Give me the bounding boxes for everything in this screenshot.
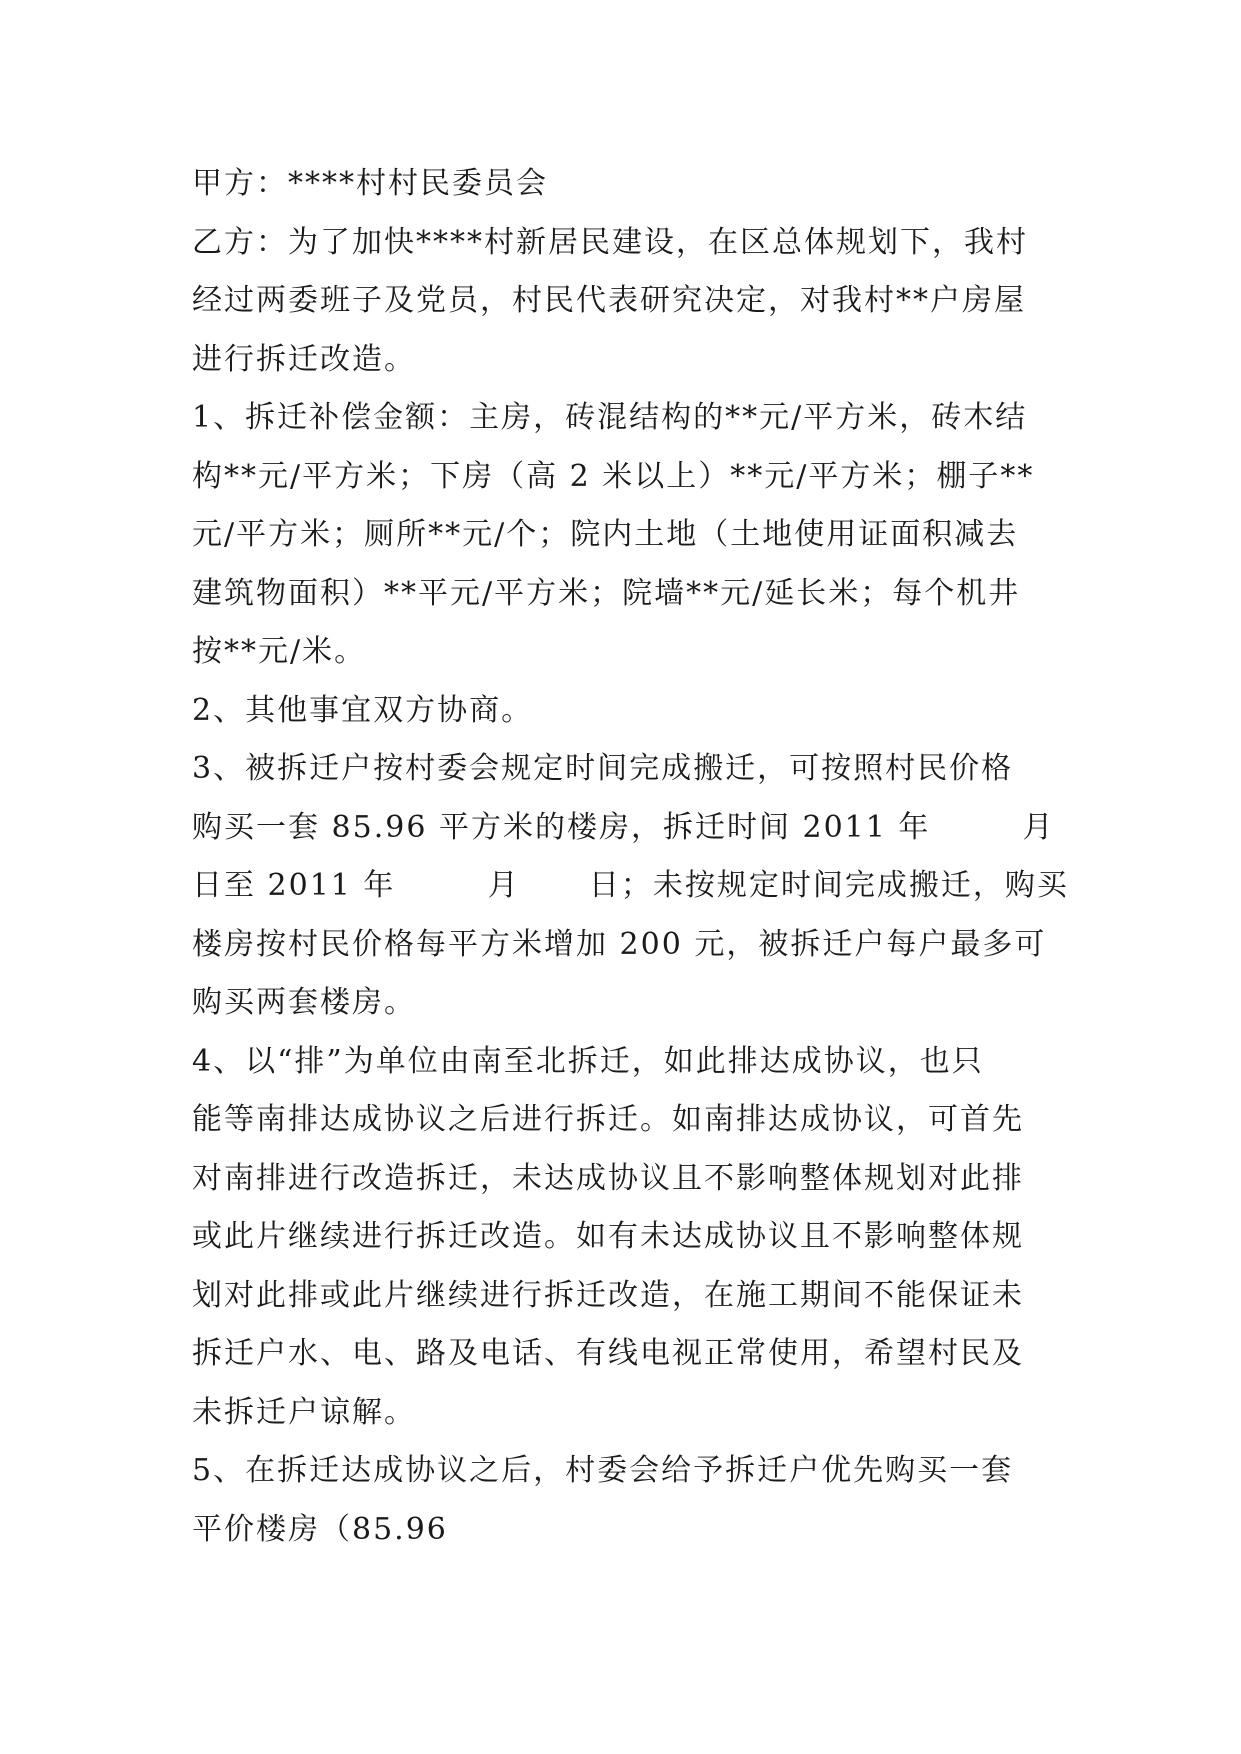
text-line: 进行拆迁改造。 xyxy=(192,341,416,377)
clause-3-line: 3、被拆迁户按村委会规定时间完成搬迁，可按照村民价格 xyxy=(192,751,1014,786)
text-line: 未拆迁户谅解。 xyxy=(192,1394,416,1430)
text-line: 按**元/米。 xyxy=(192,634,367,669)
party-b-line: 乙方：为了加快****村新居民建设，在区总体规划下，我村 xyxy=(192,224,1028,260)
clause-5-line: 5、在拆迁达成协议之后，村委会给予拆迁户优先购买一套 xyxy=(192,1453,1014,1488)
text-line: 元/平方米；厕所**元/个；院内土地（土地使用证面积减去 xyxy=(192,517,1019,552)
text-line: 经过两委班子及党员，村民代表研究决定，对我村**户房屋 xyxy=(192,283,1026,318)
text-line: 能等南排达成协议之后进行拆迁。如南排达成协议，可首先 xyxy=(192,1102,1024,1137)
text-line: 对南排进行改造拆迁，未达成协议且不影响整体规划对此排 xyxy=(192,1160,1024,1196)
text-line: 购买一套 85.96 平方米的楼房，拆迁时间 2011 年 月 xyxy=(192,809,1055,845)
text-line: 建筑物面积）**平元/平方米；院墙**元/延长米；每个机井 xyxy=(192,575,1021,611)
party-a-line: 甲方：****村村民委员会 xyxy=(192,166,548,201)
text-line: 拆迁户水、电、路及电话、有线电视正常使用，希望村民及 xyxy=(192,1336,1024,1371)
text-line: 平价楼房（85.96 xyxy=(192,1511,448,1547)
clause-4-line: 4、以“排”为单位由南至北拆迁，如此排达成协议，也只 xyxy=(192,1043,984,1079)
text-line: 构**元/平方米；下房（高 2 米以上）**元/平方米；棚子** xyxy=(192,458,1035,494)
clause-1-line: 1、拆迁补偿金额：主房，砖混结构的**元/平方米，砖木结 xyxy=(192,400,1028,435)
document-body xyxy=(192,155,1069,1559)
text-line: 划对此排或此片继续进行拆迁改造，在施工期间不能保证未 xyxy=(192,1277,1024,1313)
text-line: 楼房按村民价格每平方米增加 200 元，被拆迁户每户最多可 xyxy=(192,926,1047,962)
text-line: 或此片继续进行拆迁改造。如有未达成协议且不影响整体规 xyxy=(192,1219,1024,1254)
text-line: 购买两套楼房。 xyxy=(192,985,416,1020)
text-line: 日至 2011 年 月 日；未按规定时间完成搬迁，购买 xyxy=(192,868,1069,903)
clause-2-line: 2、其他事宜双方协商。 xyxy=(192,692,534,728)
